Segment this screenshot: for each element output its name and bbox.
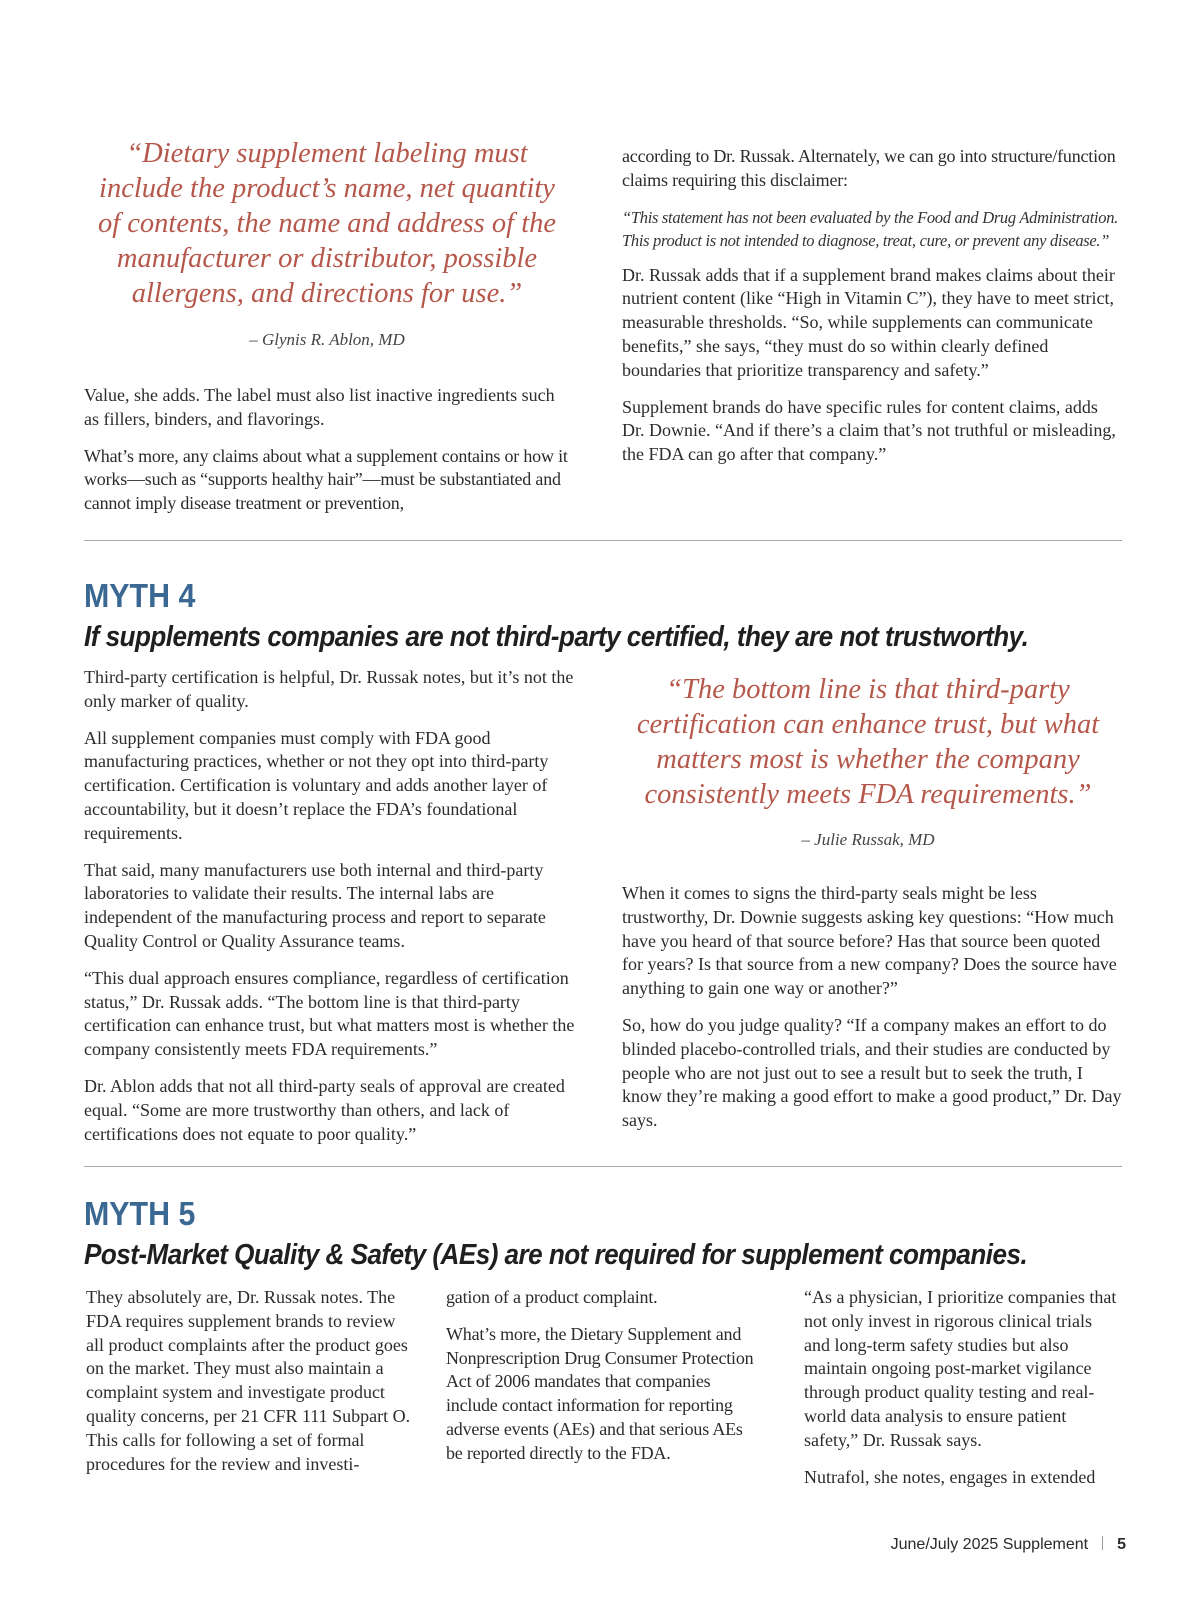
myth-5-title: Post-Market Quality & Safety (AEs) are not required for supplement companies. (84, 1239, 1028, 1271)
myth-5-column-2 (446, 1286, 762, 1479)
myth-4-left-column (84, 666, 586, 1159)
top-left-column (84, 384, 572, 529)
fda-disclaimer: “This statement has not been evaluated by the Food and Drug Administration. This product is not intended to diagnose, treat, cure, or prevent any disease.” (622, 207, 1118, 250)
paragraph: according to Dr. Russak. Alternately, we can go into structure/function claims requiring this disclaimer: (622, 146, 1116, 190)
paragraph: Supplement brands do have specific rules for content claims, adds Dr. Downie. “And if there’s a claim that’s not truthful or misleading, the FDA can go after that company.” (622, 396, 1116, 465)
paragraph: What’s more, the Dietary Supplement and Nonprescription Drug Consumer Protection Act of 2006 mandates that companies include contact information for reporting adverse events (AEs) and that serious AEs be reported directly to the FDA. (446, 1323, 754, 1463)
paragraph: All supplement companies must comply with FDA good manufacturing practices, whether or not they opt into third-party certification. Certification is voluntary and adds another layer of accountability, but it doesn’t replace the FDA’s foundational requirements. (84, 727, 549, 843)
page-number: 5 (1117, 1536, 1126, 1553)
paragraph: Dr. Russak adds that if a supplement brand makes claims about their nutrient content (like “High in Vitamin C”), they have to meet strict, measurable thresholds. “So, while supplements can communicate benefits,” she says, “they must do so within clearly defined boundaries that prioritize transparency and safety.” (622, 264, 1115, 380)
section-divider (84, 1166, 1122, 1167)
pull-quote-ablon-author: – Glynis R. Ablon, MD (249, 330, 405, 349)
page-footer (891, 1536, 1126, 1554)
paragraph: Value, she adds. The label must also list inactive ingredients such as fillers, binders, and flavorings. (84, 385, 555, 429)
issue-label: June/July 2025 Supplement (890, 1536, 1089, 1553)
footer-separator (1102, 1536, 1103, 1550)
paragraph: Nutrafol, she notes, engages in extended (804, 1466, 1096, 1487)
myth-4-right-column (622, 882, 1122, 1146)
paragraph: “This dual approach ensures compliance, regardless of certification status,” Dr. Russak adds. “The bottom line is that third-party certification can enhance trust, but what matters most is whether the company consistently meets FDA requirements.” (84, 967, 575, 1060)
paragraph: gation of a product complaint. (446, 1287, 658, 1307)
paragraph: They absolutely are, Dr. Russak notes. The FDA requires supplement brands to review all product complaints after the product goes on the market. They must also maintain a complaint system and investigate product quality concerns, per 21 CFR 111 Subpart O. This calls for following a set of formal procedures for the review and investi- (86, 1287, 411, 1474)
paragraph: So, how do you judge quality? “If a company makes an effort to do blinded placebo-controlled trials, and their studies are conducted by people who are not just out to see a result but to seek the truth, I know they’re making a good effort to make a good product,” Dr. Day says. (622, 1014, 1122, 1131)
paragraph: Third-party certification is helpful, Dr. Russak notes, but it’s not the only marker of quality. (84, 667, 574, 711)
section-divider (84, 540, 1122, 541)
myth-4-title: If supplements companies are not third-party certified, they are not trustworthy. (84, 621, 1029, 653)
paragraph: That said, many manufacturers use both internal and third-party laboratories to validate their results. The internal labs are independent of the manufacturing process and report to separate Quality Control or Quality Assurance teams. (84, 859, 546, 951)
pull-quote-russak: “The bottom line is that third-party certification can enhance trust, but what matters most is whether the company consistently meets FDA requirements.” (636, 674, 1100, 810)
top-right-column (622, 145, 1122, 480)
myth-4-label: MYTH 4 (84, 577, 196, 614)
pull-quote-russak-author: – Julie Russak, MD (801, 830, 935, 849)
myth-5-column-1 (86, 1286, 416, 1489)
myth-5-column-3 (804, 1286, 1122, 1502)
paragraph: Dr. Ablon adds that not all third-party seals of approval are created equal. “Some are more trustworthy than others, and lack of certifications does not equate to poor quality.” (84, 1075, 565, 1144)
myth-5-label: MYTH 5 (84, 1195, 196, 1232)
paragraph: What’s more, any claims about what a supplement contains or how it works—such as “supports healthy hair”—must be substantiated and cannot imply disease treatment or prevention, (84, 445, 568, 514)
paragraph: “As a physician, I prioritize companies that not only invest in rigorous clinical trials and long-term safety studies but also maintain ongoing post-market vigilance through product quality testing and real-world data analysis to ensure patient safety,” Dr. Russak says. (804, 1287, 1117, 1450)
pull-quote-ablon: “Dietary supplement labeling must include the product’s name, net quantity of contents, the name and address of the manufacturer or distributor, possible allergens, and directions for use.” (97, 138, 557, 309)
paragraph: When it comes to signs the third-party seals might be less trustworthy, Dr. Downie suggests asking key questions: “How much have you heard of that source before? Has that source been quoted for years? Is that source from a new company? Does the source have anything to gain one way or another?” (622, 883, 1117, 999)
